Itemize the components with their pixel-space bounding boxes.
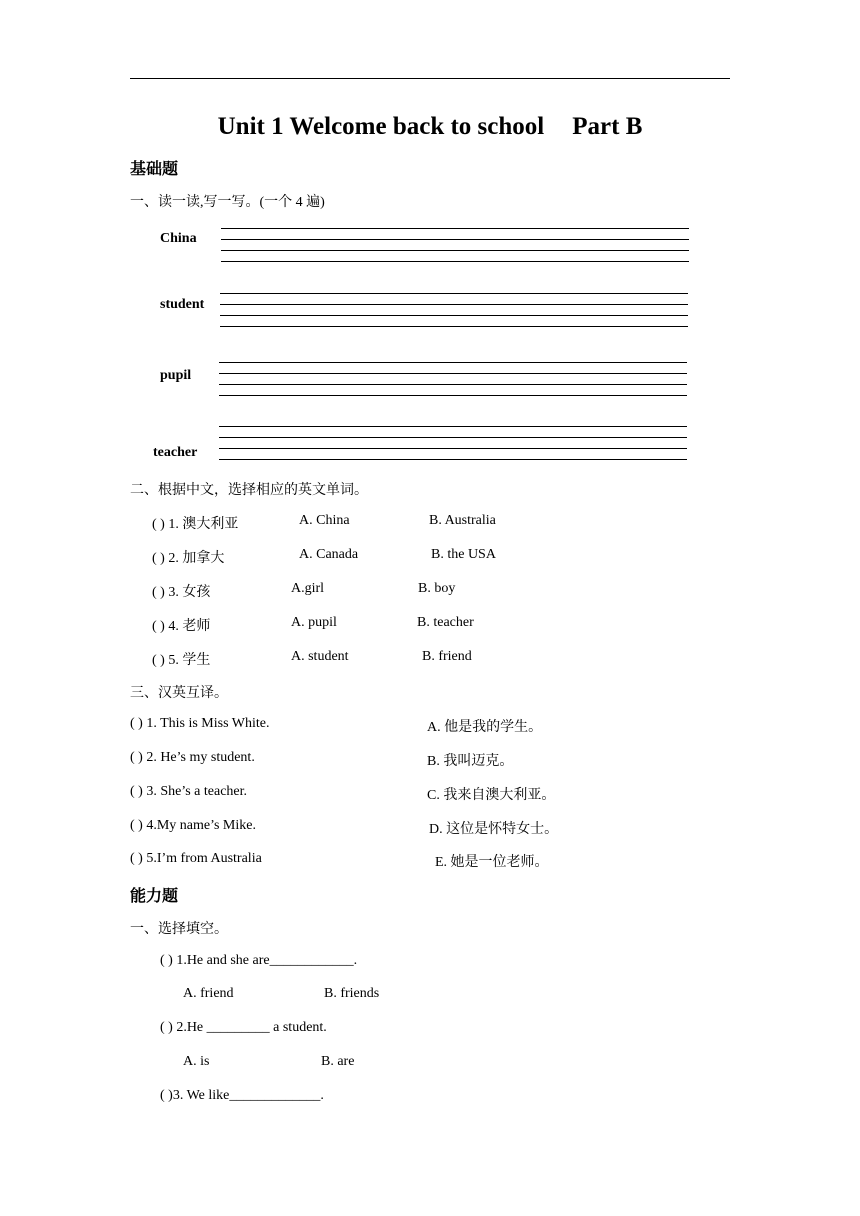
sec2-item-2-option-a: A. Canada xyxy=(299,547,359,562)
header-rule xyxy=(130,78,730,79)
answer-blank[interactable]: ( ) xyxy=(152,517,165,532)
item-number: 1. xyxy=(168,517,179,532)
ability-question-1: ( ) 1.He and she are____________. xyxy=(160,953,358,968)
sec2-item-5-option-b: B. friend xyxy=(422,649,472,664)
basic-sec1-heading: 一、读一读,写一写。(一个 4 遍) xyxy=(130,195,325,210)
basic-sec3-heading: 三、汉英互译。 xyxy=(130,686,228,701)
title-part: Part B xyxy=(572,113,643,140)
item-number: 3. xyxy=(168,585,179,600)
practice-word-student: student xyxy=(160,297,205,312)
title-main: Unit 1 Welcome back to school xyxy=(217,113,545,140)
sec2-item-3-option-a: A.girl xyxy=(291,581,325,596)
sec3-item-4-english: ( ) 4.My name’s Mike. xyxy=(130,818,256,833)
item-chinese: 老师 xyxy=(182,619,211,634)
practice-word-pupil: pupil xyxy=(160,368,192,383)
sec3-item-5-english: ( ) 5.I’m from Australia xyxy=(130,851,262,866)
sec2-item-3 xyxy=(152,581,210,601)
item-number: 4. xyxy=(168,619,179,634)
sec2-item-1-option-b: B. Australia xyxy=(429,513,496,528)
basic-heading: 基础题 xyxy=(130,159,179,178)
ability-q1-option-a: A. friend xyxy=(183,986,234,1001)
ability-question-2: ( ) 2.He _________ a student. xyxy=(160,1020,327,1035)
writing-lines-china[interactable] xyxy=(221,228,689,264)
item-chinese: 女孩 xyxy=(182,585,211,600)
ability-q2-option-a: A. is xyxy=(183,1054,210,1069)
writing-lines-pupil[interactable] xyxy=(219,362,687,398)
practice-word-china: China xyxy=(160,231,197,246)
answer-blank[interactable]: ( ) xyxy=(152,585,165,600)
item-chinese: 学生 xyxy=(182,653,211,668)
basic-sec2-heading: 二、根据中文，选择相应的英文单词。 xyxy=(130,483,368,498)
sec2-item-5 xyxy=(152,649,210,669)
answer-blank[interactable]: ( ) xyxy=(152,653,165,668)
sec2-item-4-option-b: B. teacher xyxy=(417,615,474,630)
item-chinese: 澳大利亚 xyxy=(182,517,239,532)
sec3-option-d: D. 这位是怀特女士。 xyxy=(429,822,559,837)
item-number: 2. xyxy=(168,551,179,566)
sec2-item-4 xyxy=(152,615,210,635)
answer-blank[interactable]: ( ) xyxy=(152,551,165,566)
sec2-item-1-option-a: A. China xyxy=(299,513,350,528)
ability-heading: 能力题 xyxy=(130,886,179,905)
page-title xyxy=(0,113,860,141)
sec3-option-a: A. 他是我的学生。 xyxy=(427,720,543,735)
ability-q2-option-b: B. are xyxy=(321,1054,355,1069)
sec2-item-4-option-a: A. pupil xyxy=(291,615,337,630)
sec3-option-b: B. 我叫迈克。 xyxy=(427,754,514,769)
ability-sec1-heading: 一、选择填空。 xyxy=(130,922,228,937)
sec3-option-c: C. 我来自澳大利亚。 xyxy=(427,788,556,803)
sec3-item-2-english: ( ) 2. He’s my student. xyxy=(130,750,255,765)
sec3-item-3-english: ( ) 3. She’s a teacher. xyxy=(130,784,248,799)
sec2-item-3-option-b: B. boy xyxy=(418,581,456,596)
item-number: 5. xyxy=(168,653,179,668)
sec2-item-5-option-a: A. student xyxy=(291,649,349,664)
sec3-option-e: E. 她是一位老师。 xyxy=(435,855,549,870)
sec2-item-1 xyxy=(152,513,238,533)
sec3-item-1-english: ( ) 1. This is Miss White. xyxy=(130,716,270,731)
sec2-item-2 xyxy=(152,547,224,567)
sec2-item-2-option-b: B. the USA xyxy=(431,547,496,562)
ability-q1-option-b: B. friends xyxy=(324,986,380,1001)
practice-word-teacher: teacher xyxy=(153,445,198,460)
writing-lines-student[interactable] xyxy=(220,293,688,329)
ability-question-3: ( )3. We like_____________. xyxy=(160,1088,324,1103)
item-chinese: 加拿大 xyxy=(182,551,225,566)
answer-blank[interactable]: ( ) xyxy=(152,619,165,634)
writing-lines-teacher[interactable] xyxy=(219,426,687,462)
